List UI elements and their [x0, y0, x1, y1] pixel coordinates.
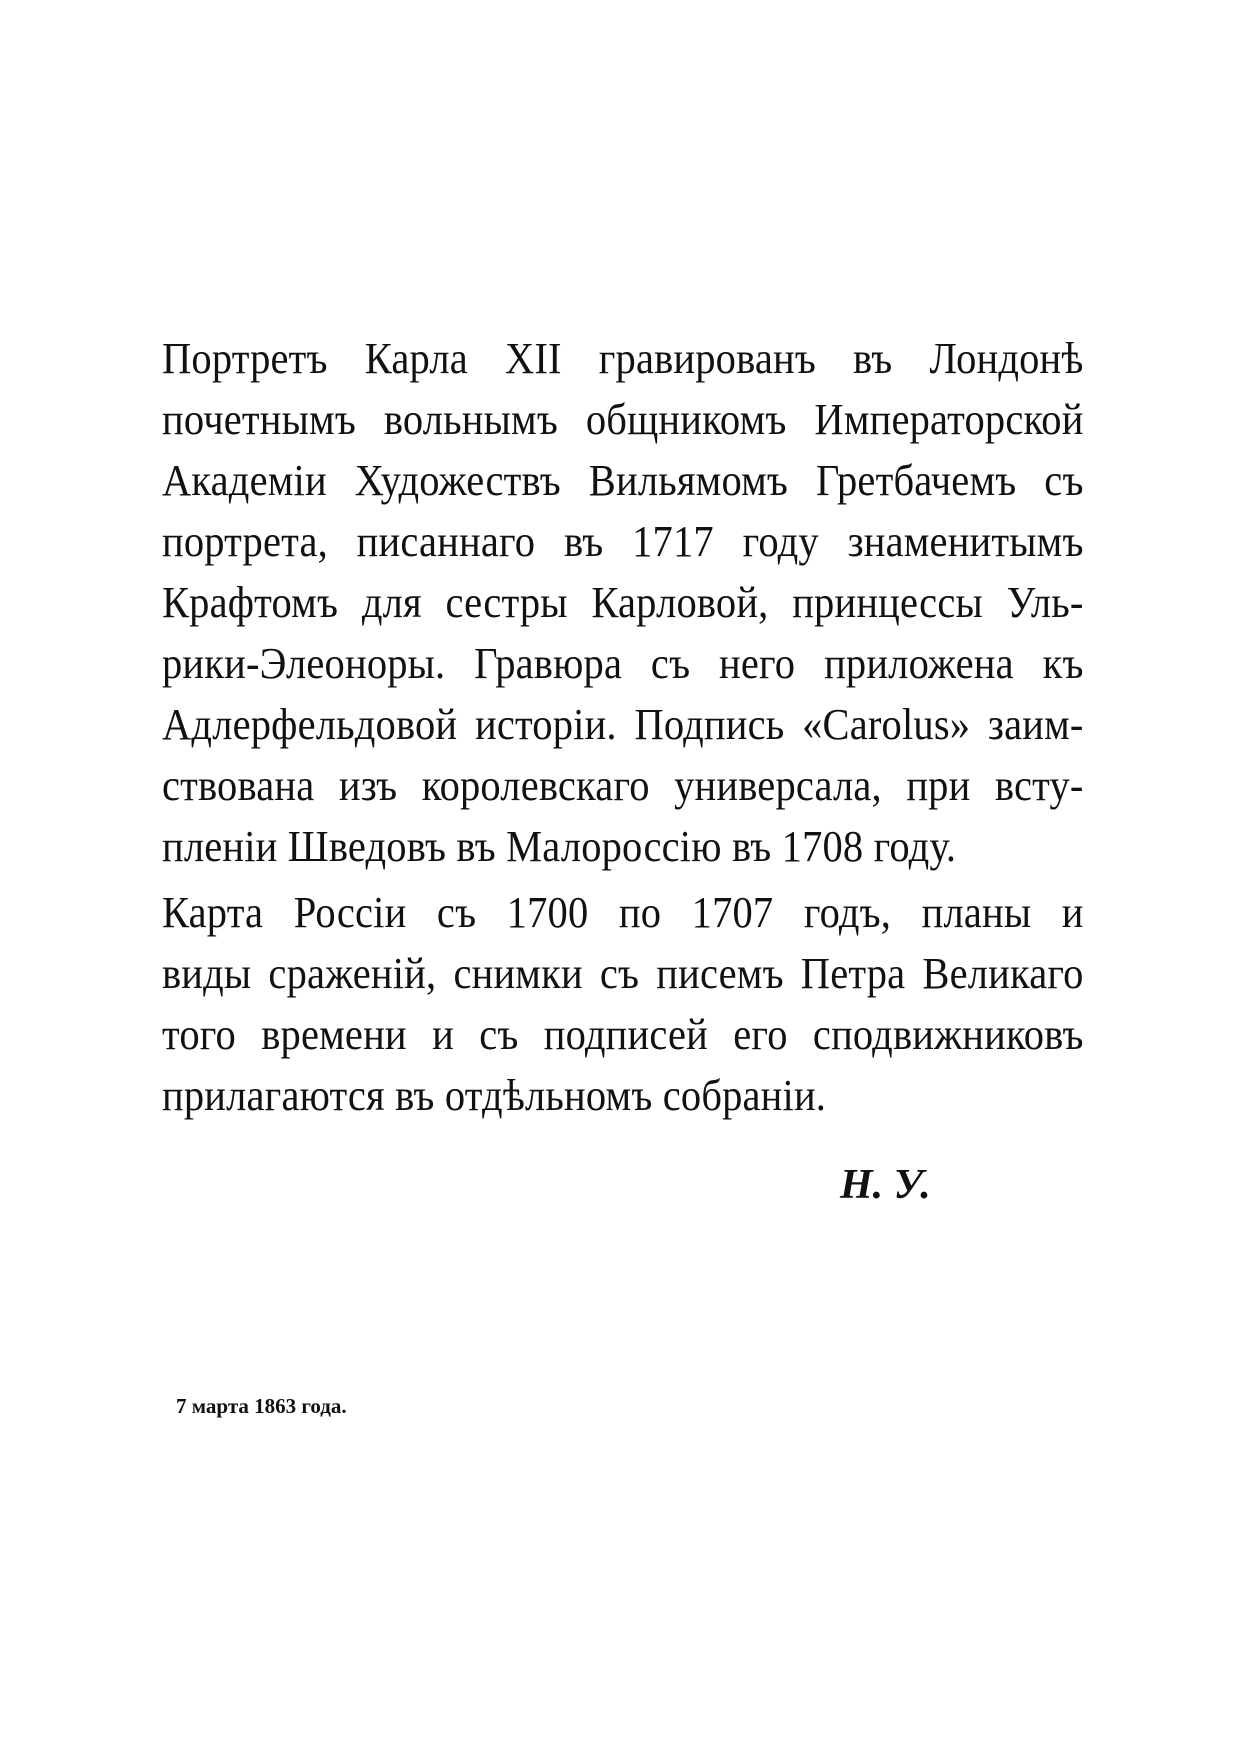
text-line: Карта Россіи съ 1700 по 1707 годъ, планы и	[162, 888, 1084, 937]
text-line: Крафтомъ для сестры Карловой, принцессы Уль-	[162, 578, 1084, 627]
text-line: портрета, писаннаго въ 1717 году знаменитымъ	[162, 517, 1084, 566]
text-line: ствована изъ королевскаго универсала, при всту-	[162, 761, 1084, 810]
paragraph-maps	[162, 882, 1084, 1126]
text-line: прилагаются въ отдѣльномъ собраніи.	[162, 1071, 827, 1120]
text-line: виды сраженій, снимки съ писемъ Петра Великаго	[162, 949, 1084, 998]
body-text	[162, 328, 1084, 1126]
text-line: Портретъ Карла XII гравированъ въ Лондонѣ	[162, 334, 1084, 383]
text-line: рики-Элеоноры. Гравюра съ него приложена къ	[162, 639, 1084, 688]
text-line: того времени и съ подписей его сподвижниковъ	[162, 1010, 1084, 1059]
text-line: Академіи Художествъ Вильямомъ Гретбачемъ съ	[162, 456, 1084, 505]
text-line: Адлерфельдовой исторіи. Подпись «Carolus» заим-	[162, 700, 1084, 749]
signature-initials: Н. У.	[840, 1162, 931, 1208]
date-note: 7 марта 1863 года.	[176, 1394, 347, 1418]
paragraph-portrait	[162, 328, 1084, 877]
text-line: пленіи Шведовъ въ Малороссію въ 1708 году.	[162, 822, 957, 871]
text-line: почетнымъ вольнымъ общникомъ Императорской	[162, 395, 1084, 444]
